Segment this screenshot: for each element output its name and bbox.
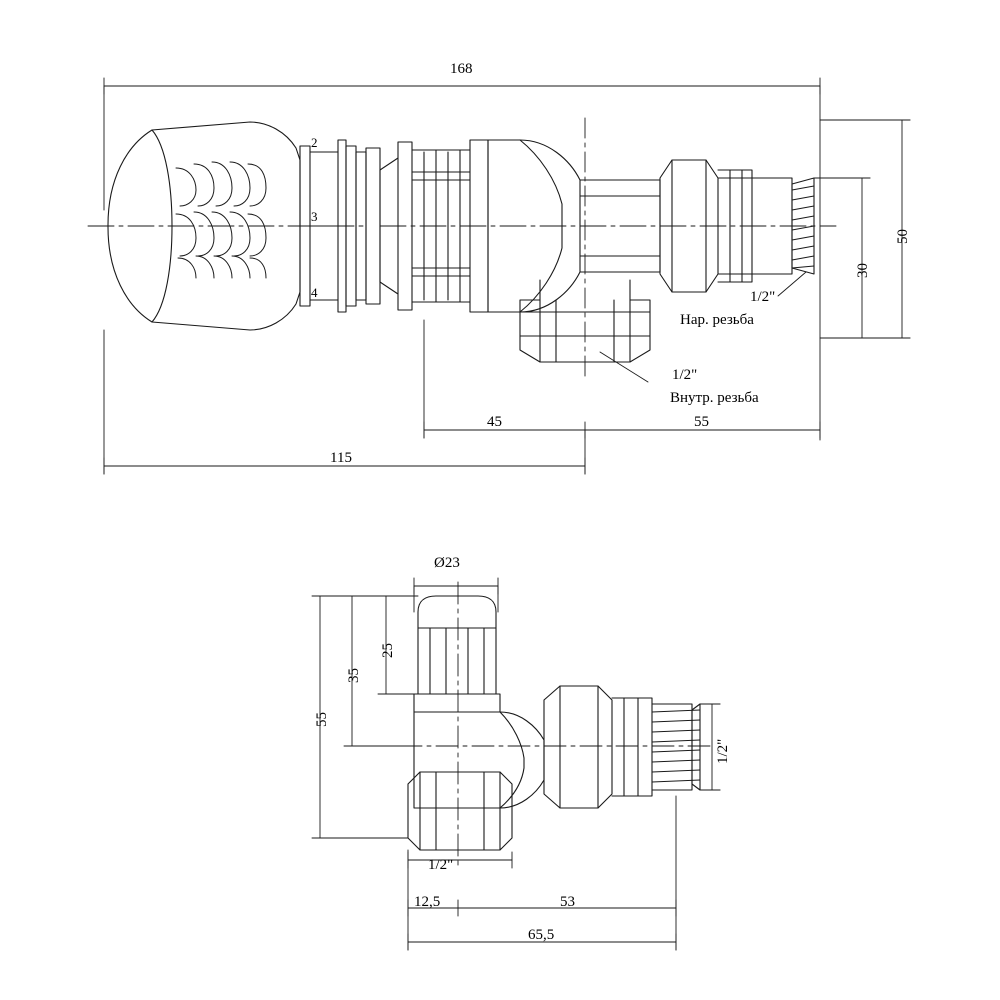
- dim-label-35: 35: [346, 668, 362, 683]
- dim-168: [104, 78, 820, 440]
- valve-body-bottom: [408, 686, 700, 850]
- scale-mark-2: 2: [311, 135, 318, 150]
- side-thread-size: 1/2": [715, 738, 731, 764]
- scale-mark-3: 3: [311, 209, 318, 224]
- valve-knob: [418, 596, 496, 694]
- valve-body: [380, 140, 814, 362]
- inner-thread-size: 1/2": [672, 367, 698, 383]
- outer-thread-type: Нар. резьба: [680, 312, 754, 328]
- dim-53: [458, 796, 676, 950]
- dim-label-12-5: 12,5: [414, 894, 441, 910]
- bottom-thread-size: 1/2": [428, 857, 454, 873]
- dim-label-168: 168: [450, 61, 473, 77]
- inner-thread-type: Внутр. резьба: [670, 390, 759, 406]
- center-axis-bottom: [400, 582, 712, 866]
- dim-label-55: 55: [694, 414, 709, 430]
- dim-label-65-5: 65,5: [528, 927, 555, 943]
- dim-label-115: 115: [330, 450, 352, 466]
- scale-mark-4: 4: [311, 285, 318, 300]
- dim-30: [814, 178, 870, 338]
- leader-outer-thread: [778, 272, 806, 296]
- dim-label-55-bottom: 55: [314, 712, 330, 727]
- dim-label-45: 45: [487, 414, 502, 430]
- leader-inner-thread: [600, 352, 648, 382]
- dim-label-50: 50: [895, 229, 911, 244]
- dim-label-53: 53: [560, 894, 575, 910]
- dim-label-d23: Ø23: [434, 555, 460, 571]
- thermostat-head-ribs: [176, 162, 266, 278]
- dim-label-30: 30: [855, 263, 871, 278]
- dim-bottom-thread: [408, 852, 512, 868]
- dim-d23: [414, 578, 498, 612]
- dim-45: [424, 320, 585, 438]
- outer-thread-size: 1/2": [750, 289, 776, 305]
- dim-label-25: 25: [380, 643, 396, 658]
